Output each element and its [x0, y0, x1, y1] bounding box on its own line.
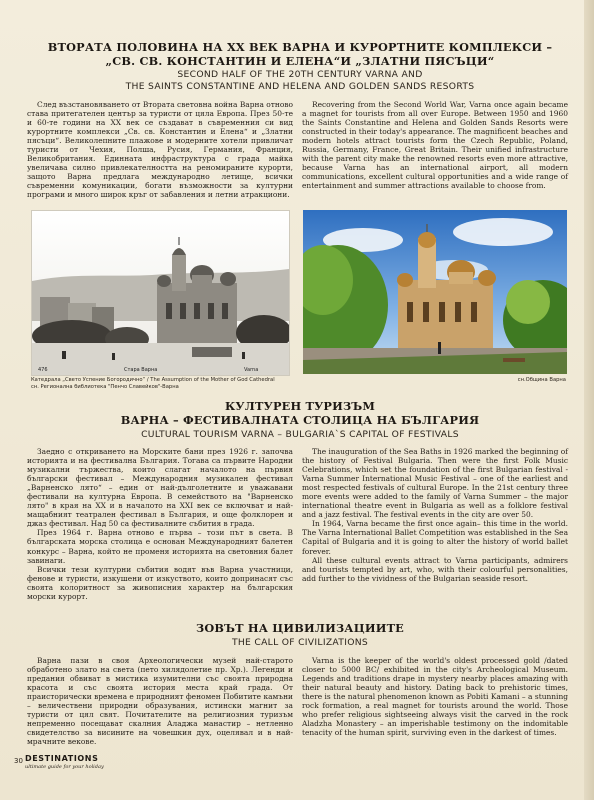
left-photo-caption-line2: сн. Регионална библиотека "Пенчо Славейков"-Варна — [31, 384, 179, 390]
section2-title-bg-line1: КУЛТУРЕН ТУРИЗЪМ — [224, 399, 376, 413]
section2-en-paragraph-2: In 1964, Varna became the first once again– this time in the world. The Varna International Ballet Competition was established in the Sea Capital of Bulgaria and it is going to alter the history of world ballet forever. — [302, 519, 568, 556]
cathedral-historic-photo — [31, 210, 290, 376]
section3-bg-text: Варна пази в своя Археологически музей най-старото обработено злато на света (пето хилядолетие пр. Хр.). Легенди и предания обвиват в мистика изумителни със своята природна красота и със своята история места край града. От праисторически времена е природният феномен Побитите камъни – величествени природни образувания, истински магнит за туристи от цял свят. Почитателите на религиозния туризъм непременно посещават скалния Аладжа манастир – нетленно свидетелство за висините на човешкия дух, оцелявал и в най-мрачните векове. — [27, 656, 293, 747]
section2-en-text — [302, 447, 568, 583]
right-photo-caption: сн.Община Варна — [517, 377, 566, 383]
section1-title-en — [20, 69, 580, 92]
section1-bg-text: След възстановяването от Втората световна война Варна отново става притегателен център за туристи от цяла Европа. През 50-те и 60-те години на ХХ век се създават в съвременния си вид курортните комплекси „Св. св. Константин и Елена“ и „Златни пясъци“. Великолепните плажове и модерните хотели привличат туристи от Чехия, Полша, Русия, Германия, Франция, Великобритания. Единната инфраструктура с града майка увеличава силно привлекателността на реномираните курорти, защото Варна предлага международно летище, всички съвременни комуникации, богати възможности за културни програми и много широк кръг от забавления и летни атракциони. — [27, 100, 293, 200]
page-number: 30 — [14, 757, 23, 765]
section2-bg-paragraph-2: През 1964 г. Варна отново е първа – този път в света. В българската морска столица е основан Международният балетен конкурс – Варна, който не променя историята на световния балет завинаги. — [27, 528, 293, 565]
section3-title-bg: ЗОВЪТ НА ЦИВИЛИЗАЦИИТЕ — [196, 621, 404, 635]
section1-title-bg-line2: „СВ. СВ. КОНСТАНТИН И ЕЛЕНА“И „ЗЛАТНИ ПЯСЪЦИ“ — [105, 54, 495, 68]
section1-title-bg-line1: ВТОРАТА ПОЛОВИНА НА ХХ ВЕК ВАРНА И КУРОРТНИТЕ КОМПЛЕКСИ – — [47, 40, 553, 54]
page-edge-shadow — [584, 0, 594, 800]
section2-title-en: CULTURAL TOURISM VARNA – BULGARIA`S CAPITAL OF FESTIVALS — [141, 429, 459, 440]
photo-inscription-number: 476 — [38, 367, 48, 373]
section1-title-en-line1: SECOND HALF OF THE 20TH CENTURY VARNA AND — [177, 69, 423, 80]
cathedral-color-illustration — [303, 210, 567, 374]
cathedral-color-photo — [303, 210, 567, 374]
photo-inscription-mid: Стара Варна — [124, 367, 158, 373]
section2-bg-text — [27, 447, 293, 601]
section2-en-paragraph-3: All these cultural events attract to Varna participants, admirers and tourists tempted by art, who, with their colourful personalities, add further to the vividness of the Bulgarian seaside resort. — [302, 555, 568, 583]
section1-title-en-line2: THE SAINTS CONSTANTINE AND HELENA AND GOLDEN SANDS RESORTS — [125, 80, 475, 92]
section2-title-bg-line2: ВАРНА – ФЕСТИВАЛНАТА СТОЛИЦА НА БЪЛГАРИЯ — [120, 413, 480, 427]
left-photo-caption-line1: Катедрала „Свето Успение Богородично“ / The Assumption of the Mother of God Cathedral — [31, 377, 275, 383]
magazine-tagline: ultimate guide for your holiday — [25, 764, 104, 770]
section1-en-text: Recovering from the Second World War, Varna once again became a magnet for tourists from all over Europe. Between 1950 and 1960 the Saints Constantine and Helena and Golden Sands Resorts were constructed in their today's appearance. The magnificent beaches and modern hotels attract tourists form the Czech Republic, Poland, Russia, Germany, France, Great Britain. Their unified infrastructure with the parent city make the renowned resorts even more attractive, because Varna has an international airport, all modern communications, excellent cultural opportunities and a wide range of entertainment and summer attractions available to choose from. — [302, 100, 568, 191]
section1-title-bg — [20, 40, 580, 68]
cathedral-historic-illustration — [32, 211, 289, 375]
magazine-brand: DESTINATIONS — [25, 754, 99, 763]
section2-title-bg — [20, 399, 580, 427]
section2-en-paragraph-1: The inauguration of the Sea Baths in 1926 marked the beginning of the history of Festival Bulgaria. Then were the first Folk Music Celebrations, which set the foundation of the first Bulgarian festival - Varna Summer International Music Festival – one of the earliest and most respected festivals of cultural Europe. In the 21st century three more events were added to the family of Varna Summer – the major international theatre event in Bulgaria as well as a folklore festival and a jazz festival. The festival events in the city are over 50. — [302, 447, 568, 520]
section3-en-text: Varna is the keeper of the world's oldest processed gold /dated closer to 5000 BC/ exhibited in the city's Archeological Museum. Legends and traditions drape in mystery nearby places amazing with their natural beauty and history. Dating back to prehistoric times, there is the natural phenomenon known as Pobiti Kamani – a stunning rock formation, a real magnet for tourists around the world. Those who prefer religious sightseeing always visit the carved in the rock Aladzha Monastery – an imperishable testimony on the indomitable tenacity of the human spirit, surviving even in the darkest of times. — [302, 656, 568, 738]
photo-inscription-right: Varna — [244, 367, 259, 373]
section2-bg-paragraph-3: Всички тези културни събития водят във Варна участници, фенове и туристи, изкушени от изкуството, които допринасят със своята колоритност за живописния характер на българския морски курорт. — [27, 564, 293, 601]
section3-title-en: THE CALL OF CIVILIZATIONS — [231, 637, 369, 648]
section2-bg-paragraph-1: Заедно с откриването на Морските бани през 1926 г. започва историята и на фестивална България. Тогава са първите Народни музикални тържества, които слагат началото на първия български фестивал – Международния музикален фестивал „Варненско лято“ – един от най-дълголетните и уважавани фестивали на културна Европа. В семейството на "Варненско лято" в края на ХХ и в началото на ХХI век се включват и най-мащабният театрален фестивал в България, и още фолклорен и джаз фестивал. Над 50 са фестивалните събития в града. — [27, 447, 293, 529]
left-photo-caption — [31, 377, 301, 391]
